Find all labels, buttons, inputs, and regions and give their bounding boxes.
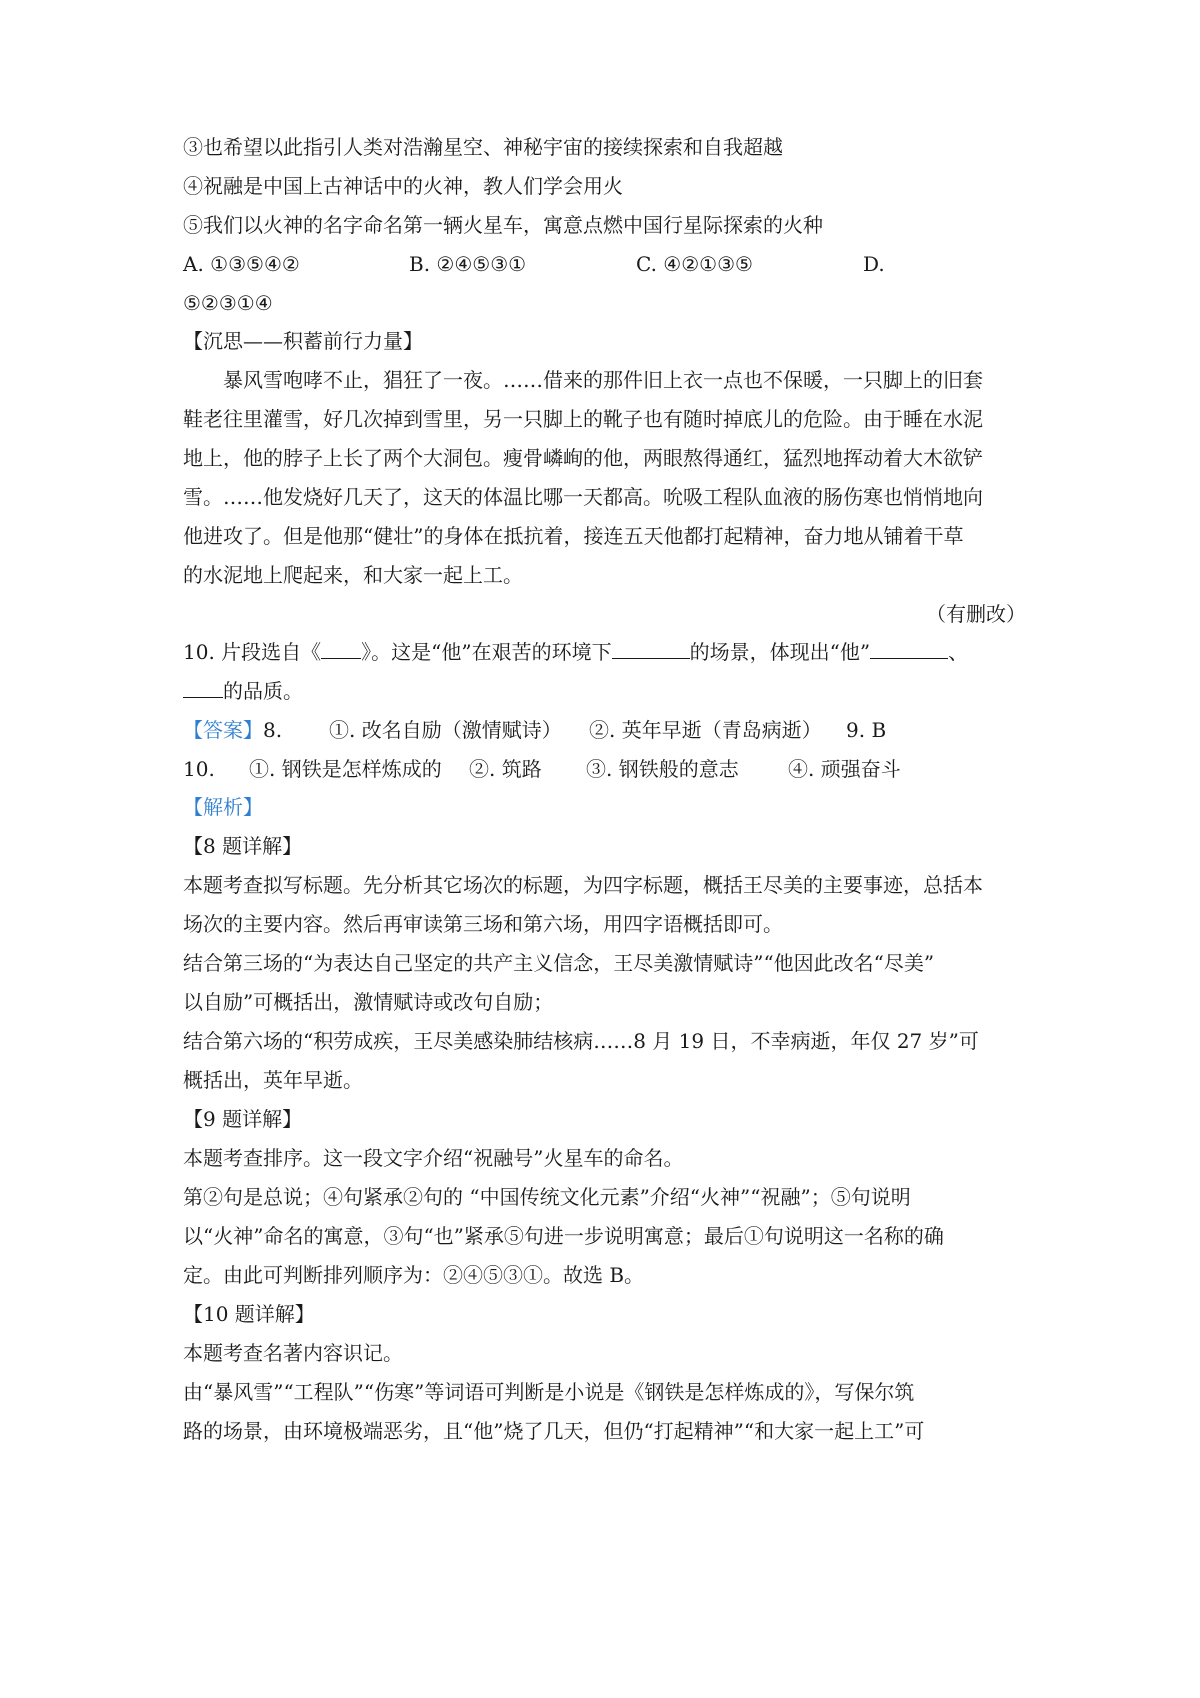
analysis-line: 本题考查拟写标题。先分析其它场次的标题，为四字标题，概括王尽美的主要事迹，总括本 [183, 873, 983, 897]
blank-1 [321, 638, 361, 659]
option-b: B. ②④⑤③① [409, 252, 527, 276]
q10-text: 10. 片段选自《 [183, 640, 322, 664]
passage-line: 雪。……他发烧好几天了，这天的体温比哪一天都高。吮吸工程队血液的肠伤寒也悄悄地向 [183, 485, 983, 509]
analysis-line: 本题考查名著内容识记。 [183, 1341, 403, 1365]
answer-q10-4: ④. 顽强奋斗 [788, 757, 901, 781]
option-d-label: D. [863, 252, 885, 276]
blank-2 [612, 638, 690, 659]
answer-q9: 9. B [846, 718, 887, 742]
analysis-line: 以“火神”命名的寓意，③句“也”紧承⑤句进一步说明寓意；最后①句说明这一名称的确 [183, 1224, 944, 1248]
analysis-line: 概括出，英年早逝。 [183, 1068, 363, 1092]
answer-q8-2: ②. 英年早逝（青岛病逝） [589, 718, 822, 742]
heading-q10: 【10 题详解】 [183, 1302, 315, 1326]
heading-q9: 【9 题详解】 [183, 1107, 303, 1131]
analysis-line: 第②句是总说；④句紧承②句的 “中国传统文化元素”介绍“火神”“祝融”；⑤句说明 [183, 1185, 911, 1209]
analysis-line: 路的场景，由环境极端恶劣，且“他”烧了几天，但仍“打起精神”“和大家一起上工”可 [183, 1419, 925, 1443]
heading-q8: 【8 题详解】 [183, 834, 303, 858]
q10-text: 》。这是“他”在艰苦的环境下 [361, 640, 612, 664]
analysis-line: 以自励”可概括出，激情赋诗或改句自励； [183, 990, 554, 1014]
analysis-line: 结合第三场的“为表达自己坚定的共产主义信念，王尽美激情赋诗”“他因此改名“尽美” [183, 951, 935, 975]
question-10-cont [183, 677, 303, 705]
answer-q8-1: ①. 改名自励（激情赋诗） [329, 718, 562, 742]
sentence-3: ③也希望以此指引人类对浩瀚星空、神秘宇宙的接续探索和自我超越 [183, 135, 783, 159]
analysis-line: 场次的主要内容。然后再审读第三场和第六场，用四字语概括即可。 [183, 912, 783, 936]
option-c: C. ④②①③⑤ [636, 252, 753, 276]
answer-q10: 10. [183, 757, 215, 781]
blank-4 [183, 677, 223, 698]
analysis-line: 由“暴风雪”“工程队”“伤寒”等词语可判断是小说是《钢铁是怎样炼成的》，写保尔筑 [183, 1380, 915, 1404]
q10-text: 的品质。 [223, 679, 303, 703]
analysis-line: 定。由此可判断排列顺序为：②④⑤③①。故选 B。 [183, 1263, 645, 1287]
answer-q8: 8. [263, 718, 283, 742]
analysis-tag: 【解析】 [183, 795, 263, 819]
option-a: A. ①③⑤④② [183, 252, 300, 276]
answer-q10-3: ③. 钢铁般的意志 [586, 757, 739, 781]
answer-q10-2: ②. 筑路 [469, 757, 542, 781]
passage-line: 的水泥地上爬起来，和大家一起上工。 [183, 563, 523, 587]
q10-text: 的场景，体现出“他” [689, 640, 871, 664]
passage-line: 暴风雪咆哮不止，猖狂了一夜。……借来的那件旧上衣一点也不保暖，一只脚上的旧套 [223, 368, 983, 392]
blank-3 [870, 638, 948, 659]
section-heading: 【沉思——积蓄前行力量】 [183, 329, 423, 353]
question-10 [183, 638, 968, 666]
analysis-line: 结合第六场的“积劳成疾，王尽美感染肺结核病……8 月 19 日，不幸病逝，年仅 27 岁”可 [183, 1029, 979, 1053]
answer-tag: 【答案】 [183, 718, 263, 742]
analysis-line: 本题考查排序。这一段文字介绍“祝融号”火星车的命名。 [183, 1146, 684, 1170]
edit-note: （有删改） [926, 602, 1026, 626]
answer-q10-1: ①. 钢铁是怎样炼成的 [249, 757, 442, 781]
passage-line: 他进攻了。但是他那“健壮”的身体在抵抗着，接连五天他都打起精神，奋力地从铺着干草 [183, 524, 964, 548]
passage-line: 鞋老往里灌雪，好几次掉到雪里，另一只脚上的靴子也有随时掉底儿的危险。由于睡在水泥 [183, 407, 983, 431]
sentence-5: ⑤我们以火神的名字命名第一辆火星车，寓意点燃中国行星际探索的火种 [183, 213, 823, 237]
q10-text: 、 [948, 640, 969, 664]
passage-line: 地上，他的脖子上长了两个大洞包。瘦骨嶙峋的他，两眼熬得通红，猛烈地挥动着大木欲铲 [183, 446, 983, 470]
option-d-value: ⑤②③①④ [183, 291, 273, 315]
sentence-4: ④祝融是中国上古神话中的火神，教人们学会用火 [183, 174, 623, 198]
